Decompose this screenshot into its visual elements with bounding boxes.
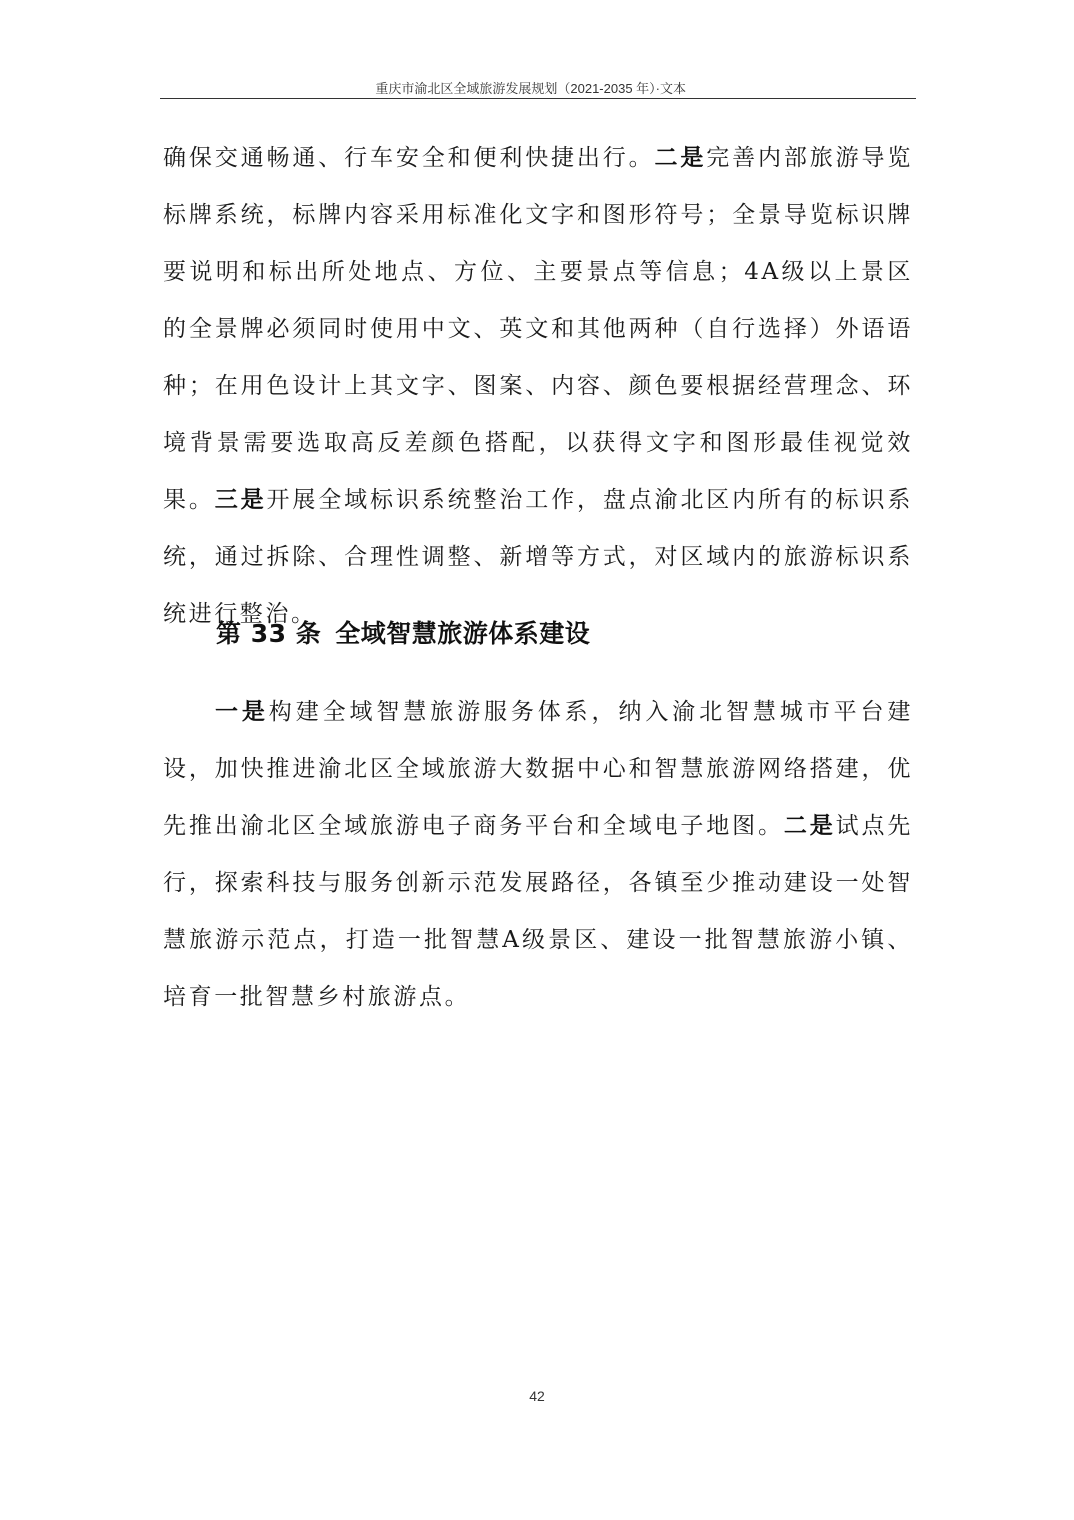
header-title: 重庆市渝北区全域旅游发展规划（2021-2035 年）·文本 xyxy=(375,81,686,96)
page-number: 42 xyxy=(529,1388,545,1404)
paragraph-2-text-2: 试点先行，探索科技与服务创新示范发展路径，各镇至少推动建设一处智慧旅游示范点，打造一批智慧A级景区、建设一批智慧旅游小镇、培育一批智慧乡村旅游点。 xyxy=(163,813,913,1010)
paragraph-2-keyword-1: 一是 xyxy=(215,699,269,725)
page-header xyxy=(160,76,916,99)
paragraph-2-text-1: 构建全域智慧旅游服务体系，纳入渝北智慧城市平台建设，加快推进渝北区全域旅游大数据中心和智慧旅游网络搭建，优先推出渝北区全域旅游电子商务平台和全域电子地图。 xyxy=(163,699,913,839)
paragraph-1-text-3: 开展全域标识系统整治工作，盘点渝北区内所有的标识系统，通过拆除、合理性调整、新增等方式，对区域内的旅游标识系统进行整治。 xyxy=(163,487,914,627)
section-title: 全域智慧旅游体系建设 xyxy=(335,619,591,648)
section-heading xyxy=(216,614,590,650)
section-number: 第 33 条 xyxy=(216,619,322,648)
paragraph-1-text-2: 完善内部旅游导览标牌系统，标牌内容采用标准化文字和图形符号；全景导览标识牌要说明和标出所处地点、方位、主要景点等信息；4A级以上景区的全景牌必须同时使用中文、英文和其他两种（自行选择）外语语种；在用色设计上其文字、图案、内容、颜色要根据经营理念、环境背景需要选取高反差颜色搭配，以获得文字和图形最佳视觉效果。 xyxy=(163,145,913,513)
paragraph-1 xyxy=(163,130,913,643)
paragraph-1-keyword-3: 三是 xyxy=(214,487,267,513)
paragraph-2-keyword-2: 二是 xyxy=(783,813,836,839)
paragraph-2 xyxy=(163,684,913,1026)
paragraph-1-keyword-2: 二是 xyxy=(654,145,707,171)
paragraph-1-text-1: 确保交通畅通、行车安全和便利快捷出行。 xyxy=(163,145,655,171)
